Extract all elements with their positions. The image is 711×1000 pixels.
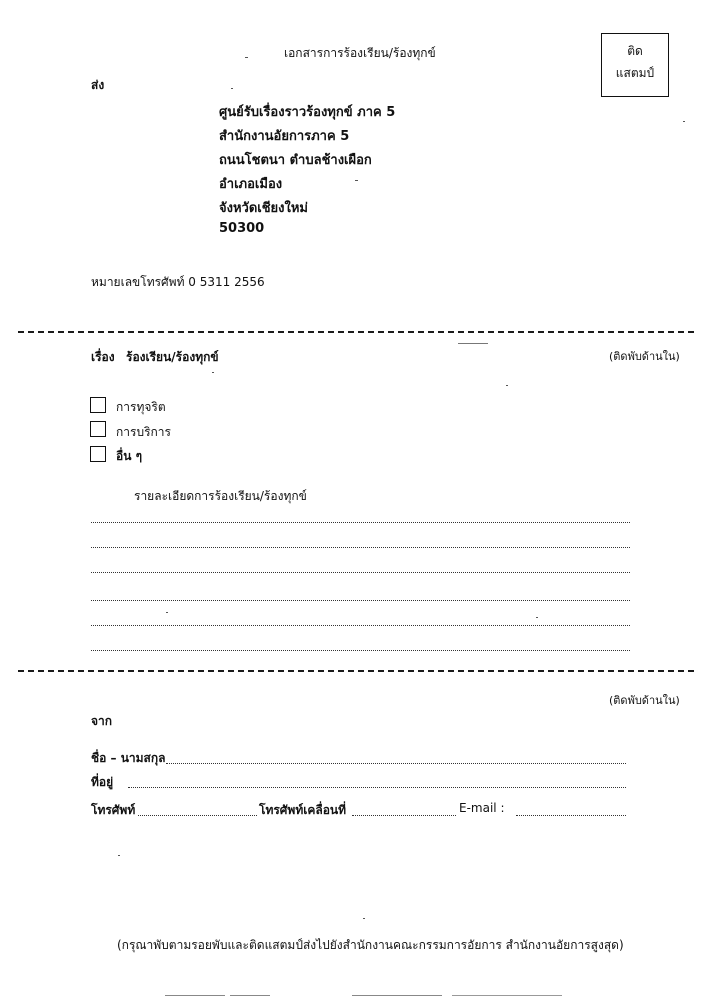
mobile-field[interactable] [352, 815, 456, 816]
name-field-label: ชื่อ – นามสกุล [91, 751, 166, 765]
recipient-address-line-4: อำเภอเมือง [219, 177, 283, 192]
scan-speck [118, 855, 120, 856]
scan-speck [506, 385, 508, 386]
scan-speck [355, 180, 358, 181]
stamp-box-line1: ติด [627, 44, 643, 58]
option-corruption-label: การทุจริต [116, 400, 166, 414]
details-line-2[interactable] [91, 547, 630, 548]
folding-instruction: (กรุณาพับตามรอยพับและติดแสตมป์ส่งไปยังสำนักงานคณะกรรมการอัยการ สำนักงานอัยการสูงสุด) [117, 938, 624, 952]
scan-speck [352, 995, 442, 996]
details-line-3[interactable] [91, 572, 630, 573]
details-line-6[interactable] [91, 650, 630, 651]
recipient-address-line-6: 50300 [219, 221, 265, 236]
stamp-box-line2: แสตมป์ [615, 66, 655, 80]
subject-label: เรื่อง [91, 350, 115, 364]
phone-field[interactable] [138, 815, 257, 816]
fold-line-bottom [18, 670, 694, 672]
fold-inside-note-2: (ติดพับด้านใน) [609, 694, 680, 707]
checkbox-corruption[interactable] [90, 397, 106, 413]
option-other-label: อื่น ๆ [116, 449, 143, 463]
email-field[interactable] [516, 815, 626, 816]
scan-speck [683, 121, 685, 122]
recipient-phone: หมายเลขโทรศัพท์ 0 5311 2556 [91, 275, 265, 289]
scan-speck [245, 57, 248, 58]
checkbox-service[interactable] [90, 421, 106, 437]
name-field[interactable] [166, 763, 626, 764]
details-line-5[interactable] [91, 625, 630, 626]
fold-line-top [18, 331, 694, 333]
recipient-address-line-1: ศูนย์รับเรื่องราวร้องทุกข์ ภาค 5 [219, 105, 396, 120]
details-line-1[interactable] [91, 522, 630, 523]
subject-value: ร้องเรียน/ร้องทุกข์ [126, 350, 219, 364]
stamp-box [601, 33, 669, 97]
details-label: รายละเอียดการร้องเรียน/ร้องทุกข์ [134, 489, 307, 503]
recipient-address-line-5: จังหวัดเชียงใหม่ [219, 201, 308, 216]
scan-speck [212, 372, 214, 373]
recipient-address-line-3: ถนนโชตนา ตำบลช้างเผือก [219, 153, 372, 168]
scan-speck [230, 995, 270, 996]
phone-field-label: โทรศัพท์ [91, 803, 136, 817]
document-title: เอกสารการร้องเรียน/ร้องทุกข์ [284, 46, 436, 60]
scan-speck [452, 995, 562, 996]
scan-speck [165, 995, 225, 996]
mobile-field-label: โทรศัพท์เคลื่อนที่ [259, 803, 347, 817]
send-label: ส่ง [91, 78, 105, 92]
address-field-label: ที่อยู่ [91, 775, 114, 789]
scan-speck [458, 343, 488, 344]
from-label: จาก [91, 714, 113, 728]
scan-speck [231, 88, 233, 89]
scan-speck [363, 918, 365, 919]
fold-inside-note-1: (ติดพับด้านใน) [609, 350, 680, 363]
scan-speck [536, 617, 538, 618]
details-line-4[interactable] [91, 600, 630, 601]
email-field-label: E-mail : [459, 801, 505, 815]
checkbox-other[interactable] [90, 446, 106, 462]
address-field[interactable] [128, 787, 626, 788]
scan-speck [166, 612, 168, 613]
option-service-label: การบริการ [116, 425, 171, 439]
recipient-address-line-2: สำนักงานอัยการภาค 5 [219, 129, 350, 144]
